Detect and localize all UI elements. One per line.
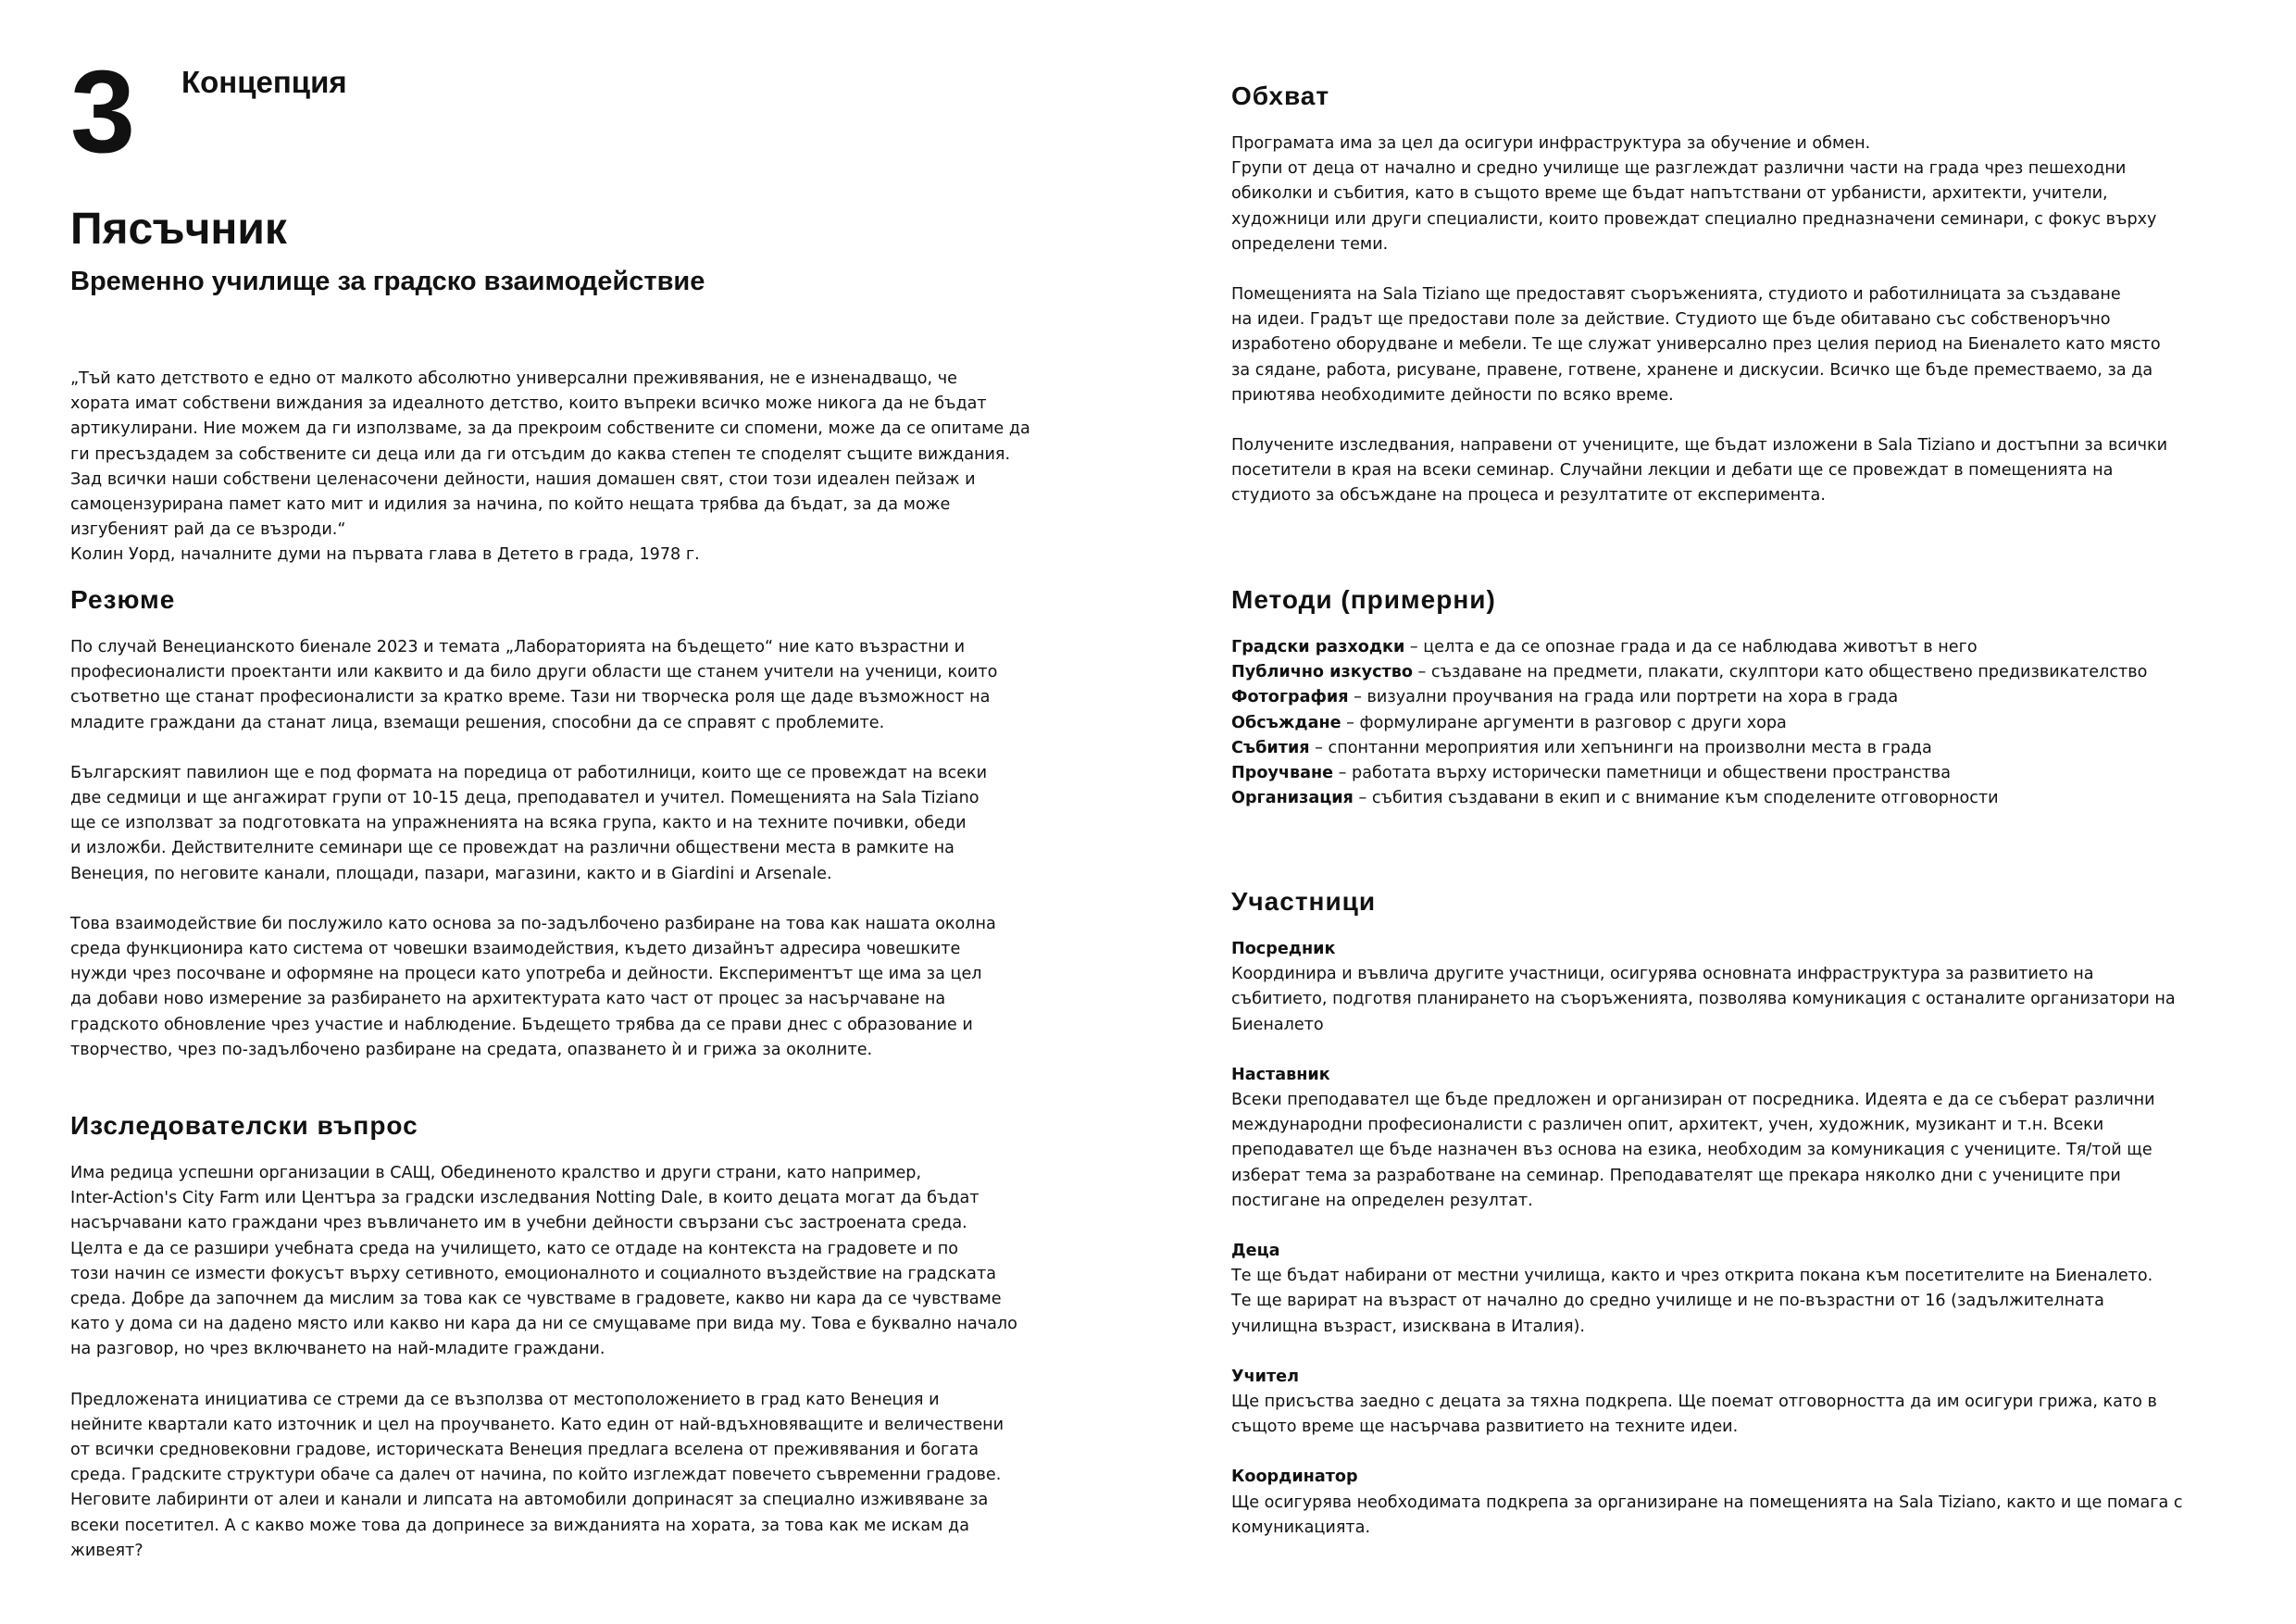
method-description: – събития създавани в екип и с внимание към споделените отговорности — [1353, 789, 1999, 808]
role-name: Учител — [1231, 1367, 1299, 1386]
text-line: насърчавани като граждани чрез въвличането им в учебни дейности свързани със застроената среда. — [70, 1214, 967, 1233]
research-body — [70, 1161, 1017, 1564]
text-line: Получените изследвания, направени от учениците, ще бъдат изложени в Sala Tiziano и достъпни за всички — [1231, 436, 2168, 456]
text-line: творчество, чрез по-задълбочено разбиране на средата, опазването ѝ и грижа за околните. — [70, 1040, 873, 1059]
text-line: да добави ново измерение за разбирането на архитектурата като част от процес за насърчаване на — [70, 990, 946, 1009]
text-line: Ще присъства заедно с децата за тяхна подкрепа. Ще поемат отговорността да им осигури грижа, като в — [1231, 1393, 2157, 1412]
text-line: Колин Уорд, началните думи на първата глава в Детето в града, 1978 г. — [70, 545, 700, 565]
participant-role — [1231, 1365, 2183, 1441]
method-item — [1231, 660, 2147, 685]
text-line: изгубеният рай да се възроди.“ — [70, 520, 346, 540]
text-line: самоцензурирана памет като мит и идилия за начина, по който нещата трябва да бъдат, за да може — [70, 495, 951, 515]
text-line: от всички средновековни градове, историческата Венеция предлага вселена от преживявания и богата — [70, 1441, 980, 1460]
text-line: Всеки преподавател ще бъде предложен и организиран от посредника. Идеята е да се съберат различни — [1231, 1091, 2155, 1110]
text-line: среда. Добре да започнем да мислим за това как се чувстваме в градовете, какво ни кара да се чувстваме — [70, 1290, 1002, 1309]
text-line: среда. Градските структури обаче са далеч от начина, по който изглеждат повечето съвременни градове. — [70, 1466, 1002, 1485]
method-description: – работата върху исторически паметници и обществени пространства — [1333, 764, 1952, 783]
text-line: По случай Венецианското биенале 2023 и темата „Лабораторията на бъдещето“ ние като възрастни и — [70, 638, 966, 656]
paragraph — [1231, 131, 2167, 257]
methods-heading: Методи (примерни) — [1231, 585, 1496, 614]
method-item — [1231, 635, 2147, 660]
method-item — [1231, 736, 2147, 761]
method-term: Събития — [1231, 738, 1310, 757]
participants-heading: Участници — [1231, 887, 1377, 916]
text-line: Венеция, по неговите канали, площади, пазари, магазини, както и в Giardini и Arsenale. — [70, 864, 832, 883]
scope-heading: Обхват — [1231, 81, 1330, 110]
text-line: „Тъй като детството е едно от малкото абсолютно универсални преживявания, не е изненадващо, че — [70, 369, 957, 388]
role-name: Наставник — [1231, 1065, 1330, 1084]
text-line: и изложби. Действителните семинари ще се провеждат на различни обществени места в рамките на — [70, 839, 955, 858]
text-line: преподавател ще бъде назначен въз основа на езика, необходим за комуникация с учениците. Тя/той ще — [1231, 1141, 2152, 1160]
text-line: артикулирани. Ние можем да ги използваме, за да прекроим собствените си спомени, може да се опитаме да — [70, 419, 1030, 439]
text-line: хората имат собствени виждания за идеалното детство, които въпреки всичко може никога да не бъдат — [70, 394, 987, 414]
method-description: – формулиране аргументи в разговор с други хора — [1341, 713, 1787, 732]
text-line: този начин се измести фокусът върху сетивното, емоционалното и социалното въздействие на градската — [70, 1264, 996, 1283]
text-line: художници или други специалисти, които провеждат специално предназначени семинари, с фокус върху — [1231, 209, 2157, 229]
methods-section — [1231, 585, 2147, 811]
text-line: обиколки и събития, като в същото време ще бъдат напътствани от урбанисти, архитекти, учители, — [1231, 184, 2108, 204]
method-term: Фотография — [1231, 688, 1349, 707]
method-term: Проучване — [1231, 764, 1334, 783]
text-line: живеят? — [70, 1541, 144, 1560]
text-line: професионалисти проектанти или каквито и да било други области ще станем учители на ученици, които — [70, 663, 998, 682]
method-term: Обсъждане — [1231, 713, 1341, 732]
method-item — [1231, 711, 2147, 736]
text-line: Има редица успешни организации в САЩ, Обединеното кралство и други страни, като например, — [70, 1164, 922, 1182]
text-line: приютява необходимите дейности по всяко време. — [1231, 385, 1674, 405]
role-name: Деца — [1231, 1242, 1280, 1261]
text-line: младите граждани да станат лица, вземащи решения, способни да се справят с проблемите. — [70, 713, 885, 732]
text-line: на разговор, но чрез включването на най-младите граждани. — [70, 1340, 605, 1359]
method-description: – спонтанни мероприятия или хепънинги на произволни места в града — [1309, 738, 1932, 757]
text-line: изберат тема за разработване на семинар. Преподавателят ще прекара няколко дни с учениците при — [1231, 1166, 2121, 1185]
text-line: среда функционира като система от човешки взаимодействия, където дизайнът адресира човешките — [70, 940, 961, 959]
text-line: същото време ще насърчава развитието на техните идеи. — [1231, 1418, 1739, 1437]
text-line: определени теми. — [1231, 234, 1389, 254]
text-line: международни професионалисти с различен опит, архитект, учен, художник, музикант и т.н. Всеки — [1231, 1116, 2104, 1135]
chapter-number: 3 — [70, 46, 134, 177]
text-line: нужди чрез посочване и оформяне на процеси като употреба и дейности. Експериментът ще има за цел — [70, 965, 982, 984]
paragraph — [1231, 282, 2167, 408]
text-line: Програмата има за цел да осигури инфраструктура за обучение и обмен. — [1231, 134, 1871, 153]
text-line: за сядане, работа, рисуване, правене, готвене, хранене и дискусии. Всичко ще бъде преместваемо, за да — [1231, 360, 2153, 380]
text-line: две седмици и ще ангажират групи от 10-15 деца, преподавател и учител. Помещенията на Sala Tiziano — [70, 789, 980, 808]
text-line: Неговите лабиринти от алеи и канали и липсата на автомобили допринасят за специално изживяване за — [70, 1491, 989, 1510]
text-line: посетители в края на всеки семинар. Случайни лекции и дебати ще се провеждат в помещенията на — [1231, 461, 2114, 481]
paragraph — [1231, 433, 2167, 509]
text-line: училищна възраст, изисквана в Италия). — [1231, 1317, 1586, 1336]
text-line: градското обновление чрез участие и наблюдение. Бъдещето трябва да се прави днес с образование и — [70, 1015, 973, 1034]
scope-section — [1231, 81, 2167, 509]
text-line: Те ще бъдат набирани от местни училища, както и чрез открита покана към посетителите на Биеналето. — [1231, 1267, 2153, 1286]
summary-section — [70, 585, 997, 1063]
research-heading: Изследователски въпрос — [70, 1111, 418, 1140]
paragraph — [70, 761, 997, 887]
text-line: Ще осигурява необходимата подкрепа за организиране на помещенията на Sala Tiziano, както и ще помага с — [1231, 1493, 2183, 1512]
method-description: – визуални проучвания на града или портрети на хора в града — [1348, 688, 1899, 707]
method-description: – целта е да се опознае града и да се наблюдава животът в него — [1404, 638, 1978, 656]
participants-section — [1231, 887, 2183, 1541]
summary-body — [70, 635, 997, 1063]
text-line: Българският павилион ще е под формата на поредица от работилници, които ще се провеждат на всеки — [70, 763, 988, 782]
page-subtitle: Временно училище за градско взаимодействие — [70, 267, 705, 296]
chapter-label: Концепция — [181, 65, 347, 99]
text-line: Предложената инициатива се стреми да се възползва от местоположението в град като Венеция и — [70, 1390, 940, 1409]
paragraph — [70, 1388, 1017, 1564]
text-line: на идеи. Градът ще предостави поле за действие. Студиото ще бъде обитавано със собственоръчно — [1231, 310, 2111, 330]
method-term: Градски разходки — [1231, 638, 1405, 656]
role-name: Координатор — [1231, 1468, 1358, 1487]
quote-paragraph — [70, 367, 1030, 568]
paragraph — [70, 635, 997, 736]
summary-heading: Резюме — [70, 585, 176, 614]
text-line: всеки посетител. А с какво може това да допринесе за вижданията на хората, за това как ме искам да — [70, 1516, 969, 1535]
research-section — [70, 1111, 1017, 1564]
text-line: студиото за обсъждане на процеса и резултатите от експеримента. — [1231, 486, 1826, 506]
participants-body — [1231, 937, 2183, 1541]
participant-role — [1231, 1465, 2183, 1541]
method-item — [1231, 685, 2147, 710]
text-line: Това взаимодействие би послужило като основа за по-задълбочено разбиране на това как нашата околна — [70, 914, 996, 933]
role-name: Посредник — [1231, 940, 1336, 958]
text-line: Те ще варират на възраст от начално до средно училище и не по-възрастни от 16 (задължителната — [1231, 1292, 2104, 1311]
method-item — [1231, 761, 2147, 786]
participant-role — [1231, 1239, 2183, 1340]
text-line: ще се използват за подготовката на упражненията на всяка група, както и на техните почивки, обеди — [70, 814, 967, 833]
text-line: съответно ще станат професионалисти за кратко време. Тази ни творческа роля ще даде възможност на — [70, 688, 991, 707]
text-line: Помещенията на Sala Tiziano ще предоставят съоръженията, студиото и работилницата за създаване — [1231, 285, 2121, 305]
method-term: Публично изкуство — [1231, 663, 1413, 682]
method-term: Организация — [1231, 789, 1354, 808]
text-line: нейните квартали като източник и цел на проучването. Като един от най-вдъхновяващите и величествени — [70, 1415, 1004, 1434]
methods-list — [1231, 635, 2147, 811]
text-line: Биеналето — [1231, 1015, 1324, 1034]
participant-role — [1231, 937, 2183, 1038]
intro-quote — [70, 367, 1030, 568]
text-line: като у дома си на дадено място или какво ни кара да ни се смущаваме при вида му. Това е буквално начало — [70, 1315, 1017, 1334]
text-line: Inter-Action's City Farm или Центъра за градски изследвания Notting Dale, в които децата могат да бъдат — [70, 1189, 980, 1208]
text-line: Групи от деца от начално и средно училище ще разглеждат различни части на града чрез пешеходни — [1231, 159, 2127, 179]
text-line: ги пресъздадем за собствените си деца или да ги отсъдим до каква степен те споделят същите виждания. — [70, 444, 1011, 464]
text-line: Зад всички наши собствени целенасочени дейности, нашия домашен свят, стои този идеален пейзаж и — [70, 469, 976, 489]
scope-body — [1231, 131, 2167, 509]
paragraph — [70, 1161, 1017, 1363]
text-line: Координира и въвлича другите участници, осигурява основната инфраструктура за развитието на — [1231, 965, 2094, 984]
text-line: изработено оборудване и мебели. Те ще служат универсално през целия период на Биеналето като място — [1231, 335, 2161, 355]
method-item — [1231, 786, 2147, 811]
paragraph — [70, 912, 997, 1063]
participant-role — [1231, 1063, 2183, 1214]
text-line: постигане на определен резултат. — [1231, 1191, 1533, 1210]
text-line: събитието, подготвя планирането на съоръженията, позволява комуникация с останалите организатори на — [1231, 990, 2176, 1009]
text-line: Целта е да се разшири учебната среда на училището, като се отдаде на контекста на градовете и по — [70, 1239, 958, 1258]
method-description: – създаване на предмети, плакати, скулптори като обществено предизвикателство — [1412, 663, 2148, 682]
page-title: Пясъчник — [70, 205, 287, 254]
text-line: комуникацията. — [1231, 1518, 1371, 1537]
